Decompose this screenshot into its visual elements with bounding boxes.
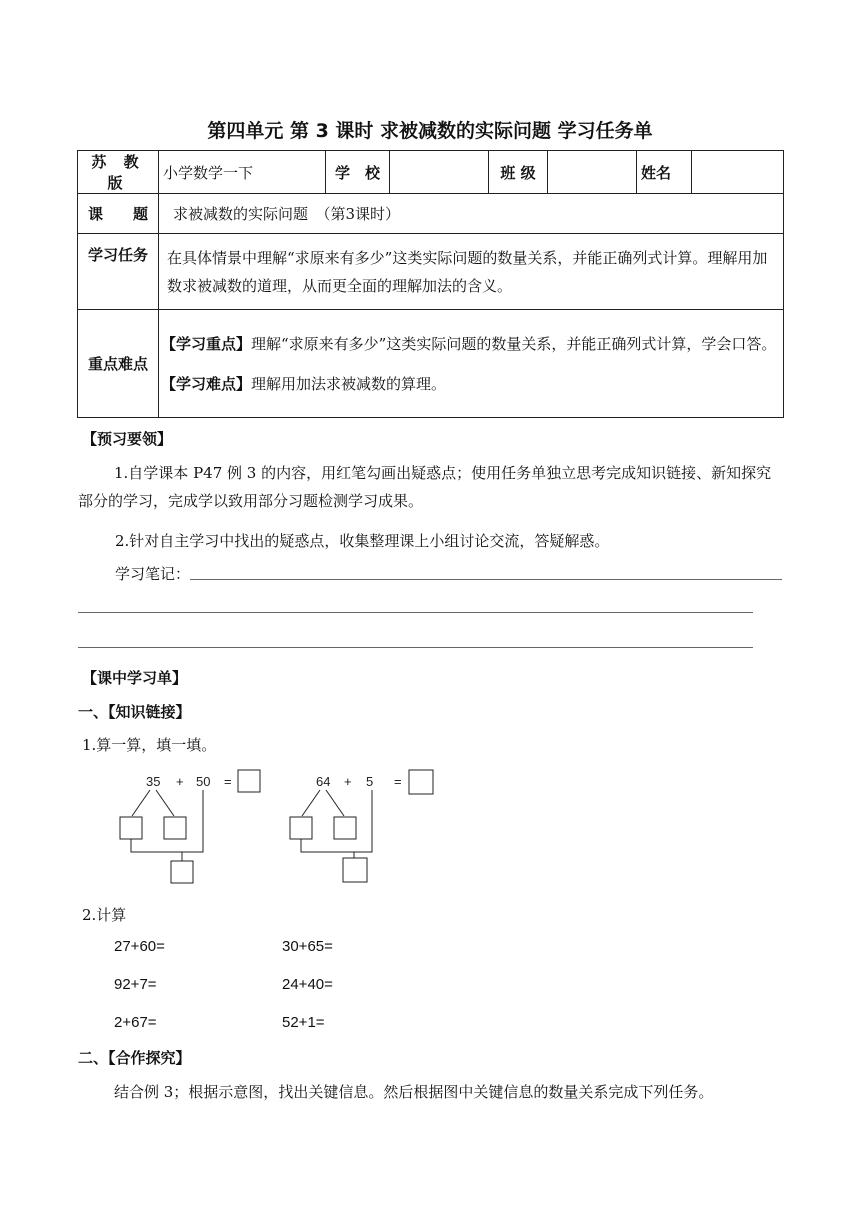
class-field[interactable] bbox=[548, 151, 637, 194]
diagram2-split-box-2[interactable] bbox=[334, 817, 356, 839]
calc-item: 2+67= bbox=[114, 1014, 157, 1031]
diagram2-answer-box[interactable] bbox=[409, 770, 433, 794]
diagram2-branch-right bbox=[326, 790, 344, 816]
cooperate-heading: 二、【合作探究】 bbox=[78, 1049, 191, 1067]
calc-item: 24+40= bbox=[282, 976, 333, 993]
calc-item: 30+65= bbox=[282, 938, 333, 955]
edition-label: 苏 教 版 bbox=[78, 151, 159, 194]
preview-item-1: 1.自学课本 P47 例 3 的内容，用红笔勾画出疑惑点；使用任务单独立思考完成知识链接、新知探究部分的学习，完成学以致用部分习题检测学习成果。 bbox=[78, 464, 772, 510]
class-label: 班 级 bbox=[489, 151, 548, 194]
task-value: 在具体情景中理解“求原来有多少”这类实际问题的数量关系，并能正确列式计算。理解用加数求被减数的道理，从而更全面的理解加法的含义。 bbox=[159, 234, 784, 310]
key-label: 重点难点 bbox=[78, 310, 159, 418]
diagram1-branch-right bbox=[156, 790, 174, 816]
diagram1-eq: = bbox=[224, 774, 232, 789]
calc-item: 92+7= bbox=[114, 976, 157, 993]
page-title: 第四单元 第 3 课时 求被减数的实际问题 学习任务单 bbox=[207, 120, 653, 142]
knowledge-heading: 一、【知识链接】 bbox=[78, 703, 191, 721]
diagram1-split-box-2[interactable] bbox=[164, 817, 186, 839]
name-field[interactable] bbox=[692, 151, 784, 194]
topic-value: 求被减数的实际问题 （第3课时） bbox=[159, 194, 784, 234]
notes-line-1[interactable] bbox=[190, 579, 782, 580]
diagram1-sum-box[interactable] bbox=[171, 861, 193, 883]
diagram2-a: 64 bbox=[316, 774, 331, 789]
notes-line-2[interactable] bbox=[78, 612, 753, 613]
difficulty-text: 理解用加法求被减数的算理。 bbox=[251, 374, 447, 393]
key-point-tag: 【学习重点】 bbox=[161, 334, 252, 353]
calc-item: 52+1= bbox=[282, 1014, 325, 1031]
diagram2-b: 5 bbox=[366, 774, 374, 789]
diagram2-sum-box[interactable] bbox=[343, 858, 367, 882]
diagram2-op: + bbox=[344, 774, 352, 789]
diagram2-branch-left bbox=[302, 790, 320, 816]
preview-heading: 【预习要领】 bbox=[82, 430, 173, 448]
edition-value: 小学数学一下 bbox=[159, 151, 326, 194]
info-table bbox=[77, 150, 784, 418]
diagram1-a: 35 bbox=[146, 774, 161, 789]
diagram2-split-box-1[interactable] bbox=[290, 817, 312, 839]
diagram1-answer-box[interactable] bbox=[238, 770, 260, 792]
difficulty bbox=[161, 370, 781, 398]
preview-item-2: 2.针对自主学习中找出的疑惑点，收集整理课上小组讨论交流，答疑解惑。 bbox=[115, 532, 610, 550]
school-label: 学 校 bbox=[326, 151, 390, 194]
diagram1-b: 50 bbox=[196, 774, 211, 789]
split-diagram-2 bbox=[280, 766, 440, 888]
difficulty-tag: 【学习难点】 bbox=[161, 374, 252, 393]
class-sheet-heading: 【课中学习单】 bbox=[82, 669, 188, 687]
diagram1-branch-left bbox=[132, 790, 150, 816]
calc-item: 27+60= bbox=[114, 938, 165, 955]
diagram1-op: + bbox=[176, 774, 184, 789]
key-point bbox=[161, 330, 781, 358]
school-field[interactable] bbox=[390, 151, 489, 194]
notes-label: 学习笔记： bbox=[115, 565, 191, 583]
key-point-text: 理解“求原来有多少”这类实际问题的数量关系，并能正确列式计算，学会口答。 bbox=[251, 334, 777, 353]
task-label: 学习任务 bbox=[78, 234, 159, 310]
diagram1-split-box-1[interactable] bbox=[120, 817, 142, 839]
diagram2-eq: = bbox=[394, 774, 402, 789]
topic-label: 课 题 bbox=[78, 194, 159, 234]
cooperate-text: 结合例 3；根据示意图，找出关键信息。然后根据图中关键信息的数量关系完成下列任务。 bbox=[114, 1083, 714, 1101]
q1-text: 1.算一算，填一填。 bbox=[82, 736, 217, 754]
name-label: 姓名 bbox=[637, 151, 692, 194]
q2-text: 2.计算 bbox=[82, 906, 127, 924]
notes-line-3[interactable] bbox=[78, 647, 753, 648]
split-diagram-1 bbox=[110, 766, 270, 888]
